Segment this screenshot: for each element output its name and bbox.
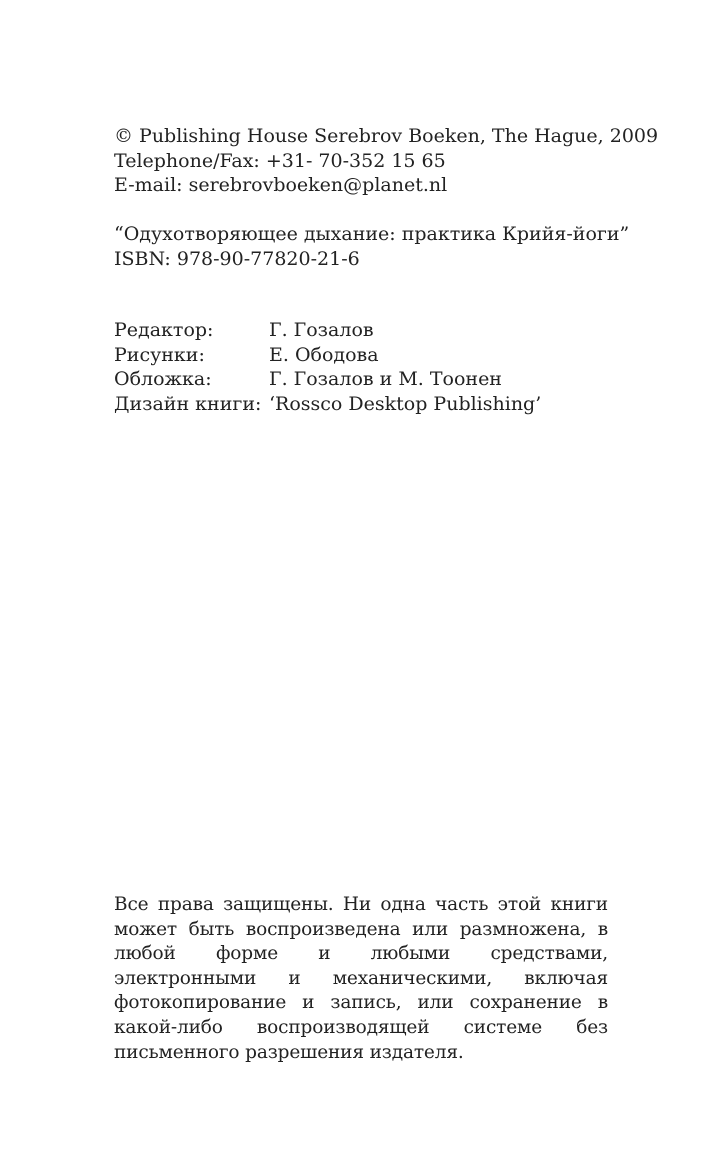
rights-notice: Все права защищены. Ни одна часть этой книги может быть воспроизведена или размножена, в любой форме и любыми средствами, электронными и механическими, включая фотокопирование и запись, или сохранение в какой-либо воспроизводящей системе без письменного разрешения издателя. bbox=[114, 894, 608, 1063]
publisher-info bbox=[114, 124, 659, 198]
credit-row-illustrations bbox=[114, 343, 608, 368]
credit-row-cover bbox=[114, 367, 608, 392]
credit-name: Е. Ободова bbox=[269, 343, 379, 366]
credit-row-book-design bbox=[114, 392, 608, 417]
credit-name: ‘Rossco Desktop Publishing’ bbox=[269, 392, 542, 415]
phone-line: Telephone/Fax: +31- 70-352 15 65 bbox=[114, 149, 446, 172]
credit-role: Обложка: bbox=[114, 368, 212, 390]
credit-role: Дизайн книги: bbox=[114, 392, 262, 415]
copyright-line: © Publishing House Serebrov Boeken, The Hague, 2009 bbox=[114, 125, 659, 147]
credit-name: Г. Гозалов bbox=[269, 319, 374, 341]
book-info bbox=[114, 222, 630, 271]
credit-role: Редактор: bbox=[114, 319, 214, 341]
credit-row-editor bbox=[114, 318, 608, 343]
email-line: E-mail: serebrovboeken@planet.nl bbox=[114, 174, 448, 196]
credit-role: Рисунки: bbox=[114, 343, 205, 366]
isbn-line: ISBN: 978-90-77820-21-6 bbox=[114, 247, 360, 270]
credits-list bbox=[114, 318, 608, 416]
credit-name: Г. Гозалов и М. Тоонен bbox=[269, 368, 502, 390]
book-title: “Одухотворяющее дыхание: практика Крийя-йоги” bbox=[114, 223, 630, 245]
